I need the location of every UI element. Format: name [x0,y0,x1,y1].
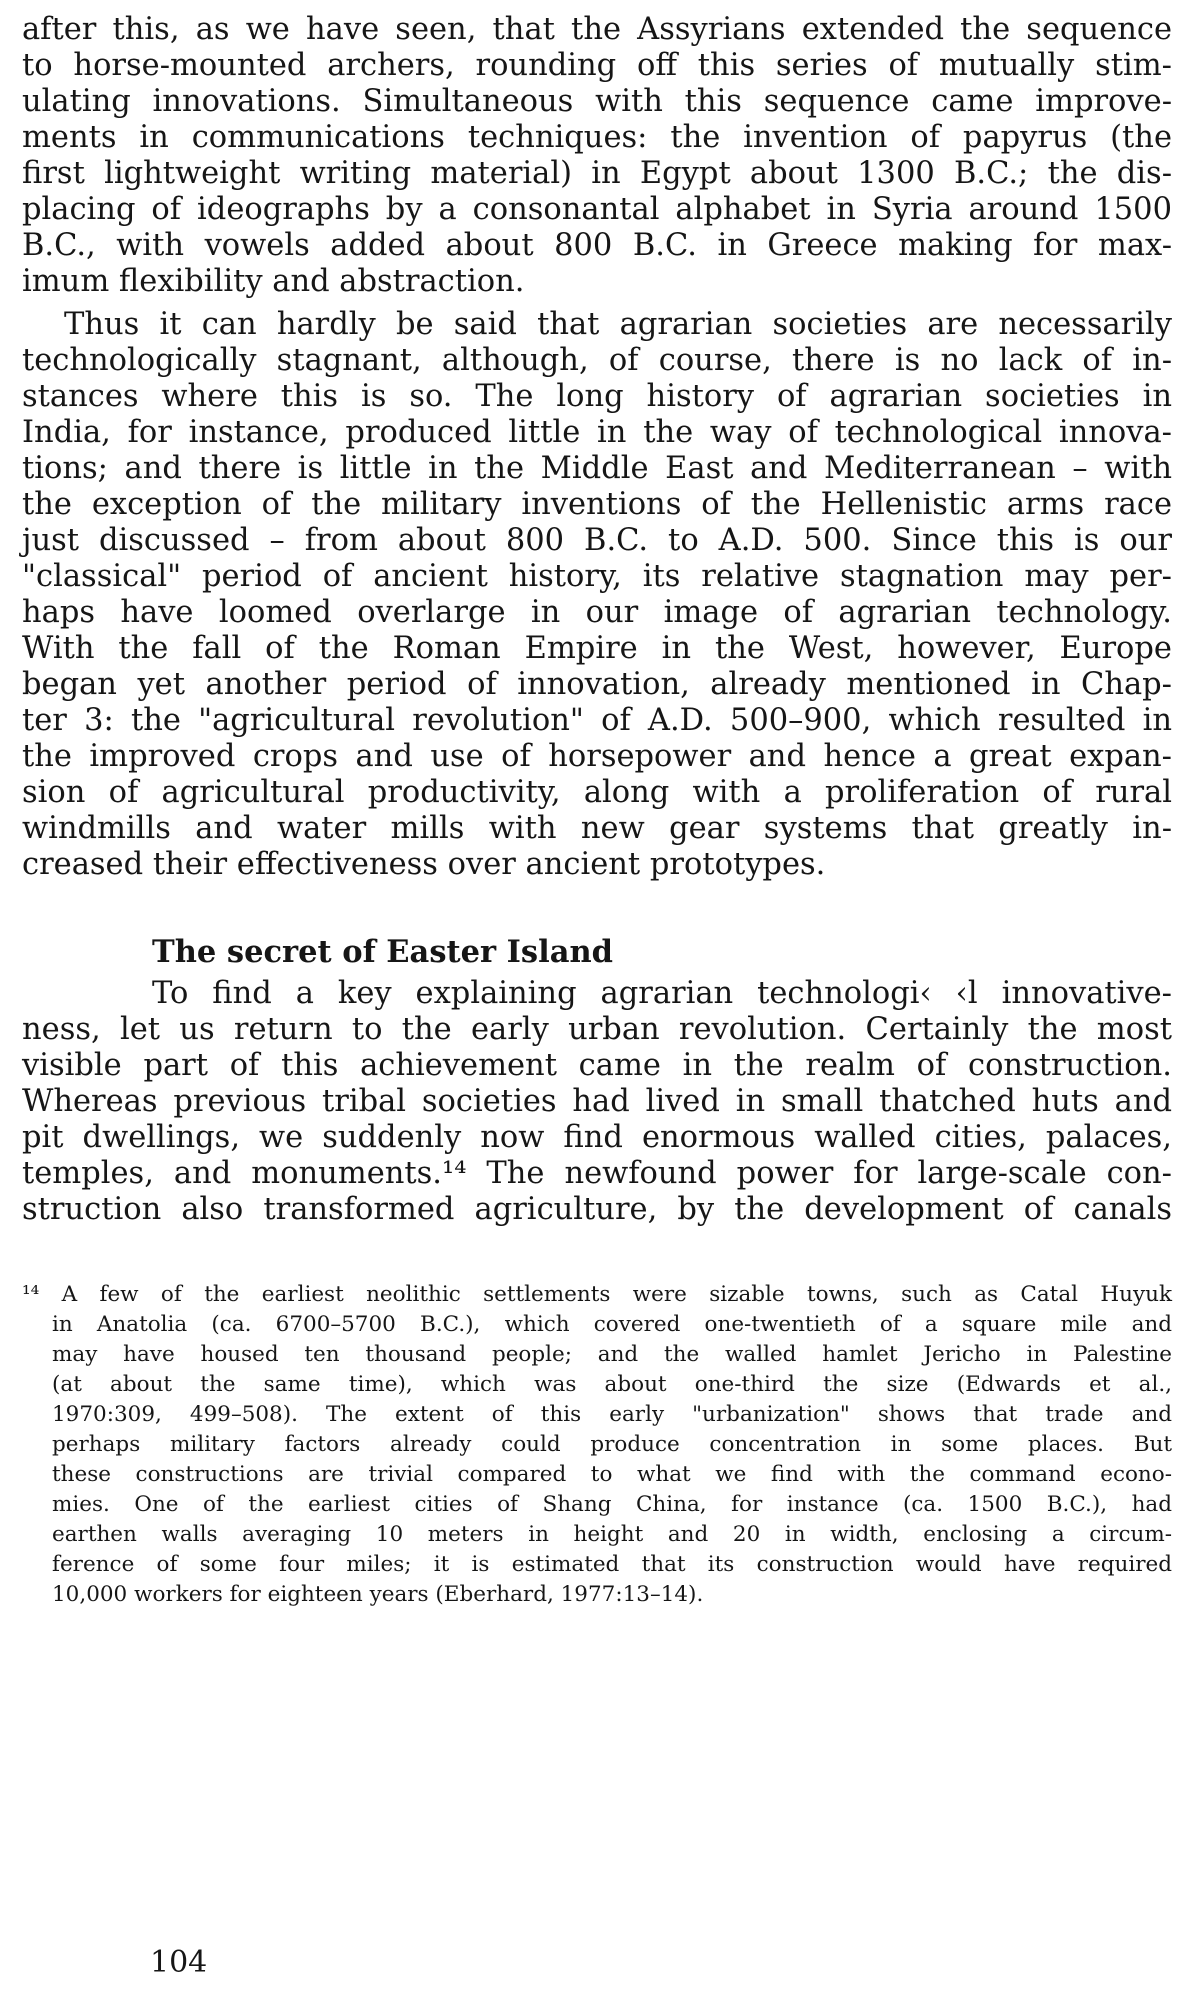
section-heading: The secret of Easter Island [152,934,613,970]
footnote-line: 10,000 workers for eighteen years (Eberhard, 1977:13–14). [52,1582,704,1607]
footnote-line: ¹⁴ A few of the earliest neolithic settlements were sizable towns, such as Catal Huyuk [22,1282,1172,1307]
text-line: B.C., with vowels added about 800 B.C. in Greece making for max- [22,228,1172,263]
text-line: the exception of the military inventions of the Hellenistic arms race [22,487,1172,522]
text-line: Whereas previous tribal societies had lived in small thatched huts and [22,1084,1172,1119]
text-line: sion of agricultural productivity, along with a proliferation of rural [22,775,1172,810]
text-line: tions; and there is little in the Middle East and Mediterranean – with [22,451,1172,486]
text-line: To find a key explaining agrarian technologi‹ ‹l innovative- [152,976,1172,1011]
footnote-line: (at about the same time), which was about one-third the size (Edwards et al., [52,1372,1172,1397]
text-line: just discussed – from about 800 B.C. to A.D. 500. Since this is our [22,523,1172,558]
text-line: haps have loomed overlarge in our image of agrarian technology. [22,595,1172,630]
text-line: struction also transformed agriculture, by the development of canals [22,1192,1172,1227]
footnote-line: 1970:309, 499–508). The extent of this early "urbanization" shows that trade and [52,1402,1172,1427]
footnote-line: mies. One of the earliest cities of Shang China, for instance (ca. 1500 B.C.), had [52,1492,1172,1517]
text-line: imum flexibility and abstraction. [22,264,525,299]
footnote-line: earthen walls averaging 10 meters in height and 20 in width, enclosing a circum- [52,1522,1172,1547]
text-line: windmills and water mills with new gear systems that greatly in- [22,811,1172,846]
text-line: began yet another period of innovation, already mentioned in Chap- [22,667,1172,702]
page-number: 104 [150,1945,208,1980]
text-line: visible part of this achievement came in the realm of construction. [22,1048,1172,1083]
text-line: after this, as we have seen, that the Assyrians extended the sequence [22,12,1172,47]
footnote-line: these constructions are trivial compared to what we find with the command econo- [52,1462,1172,1487]
text-line: first lightweight writing material) in Egypt about 1300 B.C.; the dis- [22,156,1172,191]
text-line: stances where this is so. The long history of agrarian societies in [22,379,1172,414]
text-line: to horse-mounted archers, rounding off this series of mutually stim- [22,48,1172,83]
text-line: placing of ideographs by a consonantal alphabet in Syria around 1500 [22,192,1172,227]
text-line: technologically stagnant, although, of course, there is no lack of in- [22,343,1172,378]
text-line: ness, let us return to the early urban revolution. Certainly the most [22,1012,1172,1047]
text-line: the improved crops and use of horsepower and hence a great expan- [22,739,1172,774]
text-line: ulating innovations. Simultaneous with this sequence came improve- [22,84,1172,119]
text-line: ter 3: the "agricultural revolution" of A.D. 500–900, which resulted in [22,703,1172,738]
text-line: "classical" period of ancient history, its relative stagnation may per- [22,559,1172,594]
footnote-line: may have housed ten thousand people; and the walled hamlet Jericho in Palestine [52,1342,1172,1367]
text-line: temples, and monuments.¹⁴ The newfound power for large-scale con- [22,1156,1172,1191]
text-line: creased their effectiveness over ancient prototypes. [22,847,826,882]
text-line: pit dwellings, we suddenly now find enormous walled cities, palaces, [22,1120,1172,1155]
footnote-line: in Anatolia (ca. 6700–5700 B.C.), which covered one-twentieth of a square mile and [52,1312,1172,1337]
text-line: ments in communications techniques: the invention of papyrus (the [22,120,1172,155]
text-line: Thus it can hardly be said that agrarian societies are necessarily [64,307,1172,342]
text-line: India, for instance, produced little in the way of technological innova- [22,415,1172,450]
footnote-line: ference of some four miles; it is estimated that its construction would have required [52,1552,1172,1577]
text-line: With the fall of the Roman Empire in the West, however, Europe [22,631,1172,666]
footnote-line: perhaps military factors already could produce concentration in some places. But [52,1432,1172,1457]
